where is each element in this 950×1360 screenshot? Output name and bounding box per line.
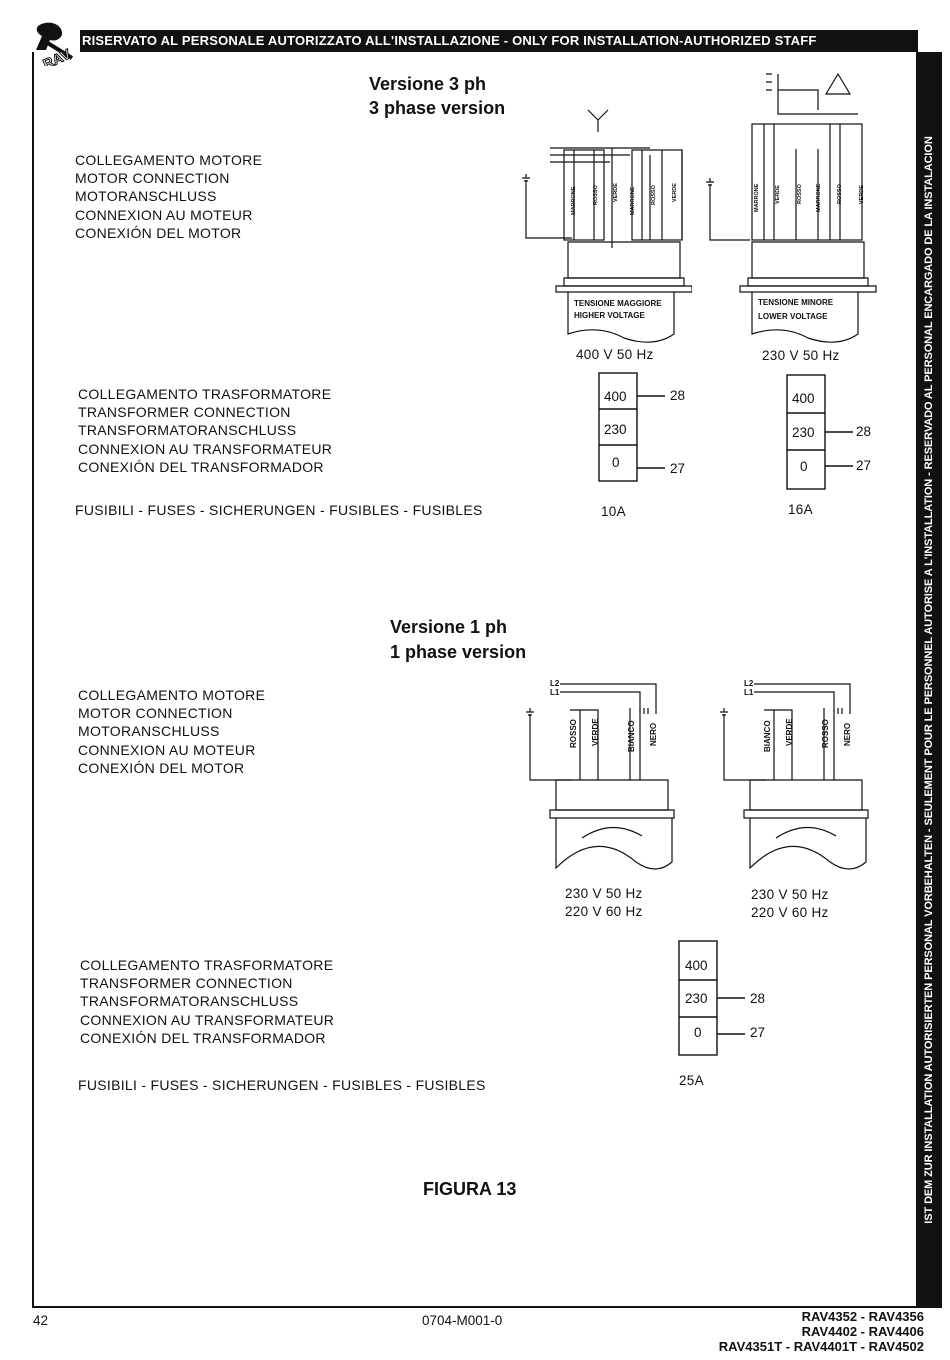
terminal-label: 230: [604, 422, 627, 437]
plate-line2: LOWER VOLTAGE: [758, 312, 828, 321]
rotation-arrow-icon: [776, 827, 836, 838]
transformer-label: TRANSFORMER CONNECTION: [80, 975, 293, 992]
model-line: RAV4352 - RAV4356: [801, 1309, 924, 1324]
earth-icon: [720, 708, 728, 715]
transformer-label: CONNEXION AU TRANSFORMATEUR: [80, 1011, 335, 1028]
motor-label: MOTORANSCHLUSS: [78, 723, 220, 740]
terminal-output: 28: [750, 991, 766, 1006]
left-rule: [32, 52, 34, 1308]
wire-label: MARRONE: [571, 186, 577, 215]
motor-label: CONNEXION AU MOTEUR: [78, 741, 256, 758]
transformer-block-single: [676, 938, 786, 1058]
transformer-label: CONEXIÓN DEL TRANSFORMADOR: [78, 458, 324, 475]
three-phase-right-voltage: 230 V 50 Hz: [762, 348, 840, 363]
terminal-output: 27: [856, 458, 872, 473]
terminal-label: 0: [800, 459, 808, 474]
motor-label: MOTORANSCHLUSS: [75, 188, 217, 205]
side-text: IST DEM ZUR INSTALLATION AUTORISIERTEN PERSONAL VORBEHALTEN - SEULEMENT POUR LE PERSONNEL AUTORISE A L'INSTALLATION - RESERVADO AL PERSONAL ENCARGADO DE LA INSTALACION: [923, 136, 935, 1224]
single-phase-title-it: Versione 1 ph: [390, 617, 508, 637]
earth-icon: [706, 178, 714, 185]
transformer-label: CONEXIÓN DEL TRANSFORMADOR: [80, 1029, 326, 1046]
transformer-label: CONNEXION AU TRANSFORMATEUR: [78, 440, 333, 457]
plate-line1: TENSIONE MINORE: [758, 298, 834, 307]
single-phase-fuse: 25A: [679, 1073, 704, 1088]
doc-code: 0704-M001-0: [422, 1313, 503, 1328]
wire-label: ROSSO: [569, 719, 578, 748]
motor-diagram-star: [512, 100, 692, 365]
terminal-output: 28: [856, 424, 872, 439]
plate-line1: TENSIONE MAGGIORE: [574, 299, 662, 308]
single-phase-motor-labels: [78, 686, 265, 777]
transformer-label: COLLEGAMENTO TRASFORMATORE: [80, 957, 334, 973]
line-label: L2: [550, 679, 560, 688]
terminal-label: 400: [685, 958, 708, 973]
motor-label: CONEXIÓN DEL MOTOR: [75, 224, 242, 241]
earth-icon: [526, 708, 534, 715]
terminal-label: 0: [694, 1025, 702, 1040]
model-list: [719, 1309, 924, 1354]
wire-label: NERO: [649, 722, 658, 746]
terminal-output: 27: [670, 461, 686, 476]
star-symbol-icon: [588, 110, 608, 132]
terminal-label: 230: [685, 991, 708, 1006]
earth-icon: [522, 174, 530, 181]
model-line: RAV4351T - RAV4401T - RAV4502: [718, 1339, 924, 1354]
three-phase-transformer-labels: [78, 385, 332, 476]
wire-label: ROSSO: [797, 184, 803, 204]
single-phase-motor-left: [520, 674, 700, 884]
plate-line2: HIGHER VOLTAGE: [574, 311, 645, 320]
three-phase-motor-labels: [75, 151, 262, 242]
transformer-label: TRANSFORMER CONNECTION: [78, 404, 291, 421]
three-phase-fuses-label: FUSIBILI - FUSES - SICHERUNGEN - FUSIBLES - FUSIBLES: [75, 502, 483, 518]
wire-label: VERDE: [785, 718, 794, 746]
page-number: 42: [33, 1313, 49, 1328]
motor-label: COLLEGAMENTO MOTORE: [78, 687, 266, 703]
line-label: L1: [744, 688, 754, 697]
wire-label: VERDE: [613, 183, 619, 202]
capacitor-icon: [644, 708, 648, 714]
three-phase-title-it: Versione 3 ph: [369, 74, 487, 94]
motor-label: CONEXIÓN DEL MOTOR: [78, 759, 245, 776]
bottom-rule: [32, 1306, 916, 1308]
terminal-label: 400: [604, 389, 627, 404]
single-phase-motor-right: [714, 674, 894, 884]
motor-label: COLLEGAMENTO MOTORE: [75, 152, 263, 168]
capacitor-icon: [838, 708, 842, 714]
transformer-label: COLLEGAMENTO TRASFORMATORE: [78, 386, 332, 402]
motor-label: MOTOR CONNECTION: [75, 170, 230, 187]
model-line: RAV4402 - RAV4406: [801, 1324, 924, 1339]
wire-label: ROSSO: [593, 185, 599, 205]
three-phase-right-fuse: 16A: [788, 502, 813, 517]
delta-symbol-icon: [826, 74, 850, 94]
wire-label: ROSSO: [651, 185, 657, 205]
header-bar: RISERVATO AL PERSONALE AUTORIZZATO ALL'INSTALLAZIONE - ONLY FOR INSTALLATION-AUTHORIZED STAFF: [80, 30, 918, 52]
wire-label: ROSSO: [821, 719, 830, 748]
wire-label: MARRONE: [754, 183, 760, 212]
motor-label: CONNEXION AU MOTEUR: [75, 206, 253, 223]
wire-label: BIANCO: [763, 720, 772, 752]
single-phase-left-voltage: [565, 885, 643, 921]
single-phase-title-en: 1 phase version: [390, 642, 527, 662]
single-phase-right-voltage: [751, 886, 829, 922]
terminal-label: 230: [792, 425, 815, 440]
voltage-line: 230 V 50 Hz: [565, 886, 643, 901]
transformer-label: TRANSFORMATORANSCHLUSS: [78, 422, 297, 439]
figure-label: FIGURA 13: [423, 1179, 517, 1199]
voltage-line: 220 V 60 Hz: [565, 904, 643, 919]
line-label: L1: [550, 688, 560, 697]
terminal-output: 28: [670, 388, 686, 403]
wire-label: VERDE: [591, 718, 600, 746]
single-phase-title: [390, 615, 526, 665]
three-phase-left-fuse: 10A: [601, 504, 626, 519]
wire-label: VERDE: [672, 183, 678, 202]
motor-diagram-delta: [696, 64, 882, 364]
three-phase-title: [369, 72, 505, 120]
terminal-output: 27: [750, 1025, 766, 1040]
line-label: L2: [744, 679, 754, 688]
transformer-label: TRANSFORMATORANSCHLUSS: [80, 993, 299, 1010]
wire-label: BIANCO: [627, 720, 636, 752]
rotation-arrow-icon: [582, 827, 642, 838]
transformer-block-right: [784, 372, 894, 492]
voltage-line: 220 V 60 Hz: [751, 905, 829, 920]
logo-text: RAV: [40, 45, 73, 66]
terminal-label: 400: [792, 391, 815, 406]
wire-label: MARRONE: [630, 186, 636, 215]
three-phase-left-voltage: 400 V 50 Hz: [576, 347, 654, 362]
wire-label: NERO: [843, 722, 852, 746]
three-phase-title-en: 3 phase version: [369, 98, 506, 118]
wire-label: VERDE: [775, 185, 781, 204]
terminal-label: 0: [612, 455, 620, 470]
voltage-line: 230 V 50 Hz: [751, 887, 829, 902]
wire-label: MARRONE: [816, 183, 822, 212]
wire-label: VERDE: [859, 185, 865, 204]
rav-logo: [32, 20, 78, 66]
motor-label: MOTOR CONNECTION: [78, 705, 233, 722]
single-phase-fuses-label: FUSIBILI - FUSES - SICHERUNGEN - FUSIBLES - FUSIBLES: [78, 1077, 486, 1093]
transformer-block-left: [596, 370, 706, 490]
wire-label: ROSSO: [837, 184, 843, 204]
single-phase-transformer-labels: [80, 956, 334, 1047]
